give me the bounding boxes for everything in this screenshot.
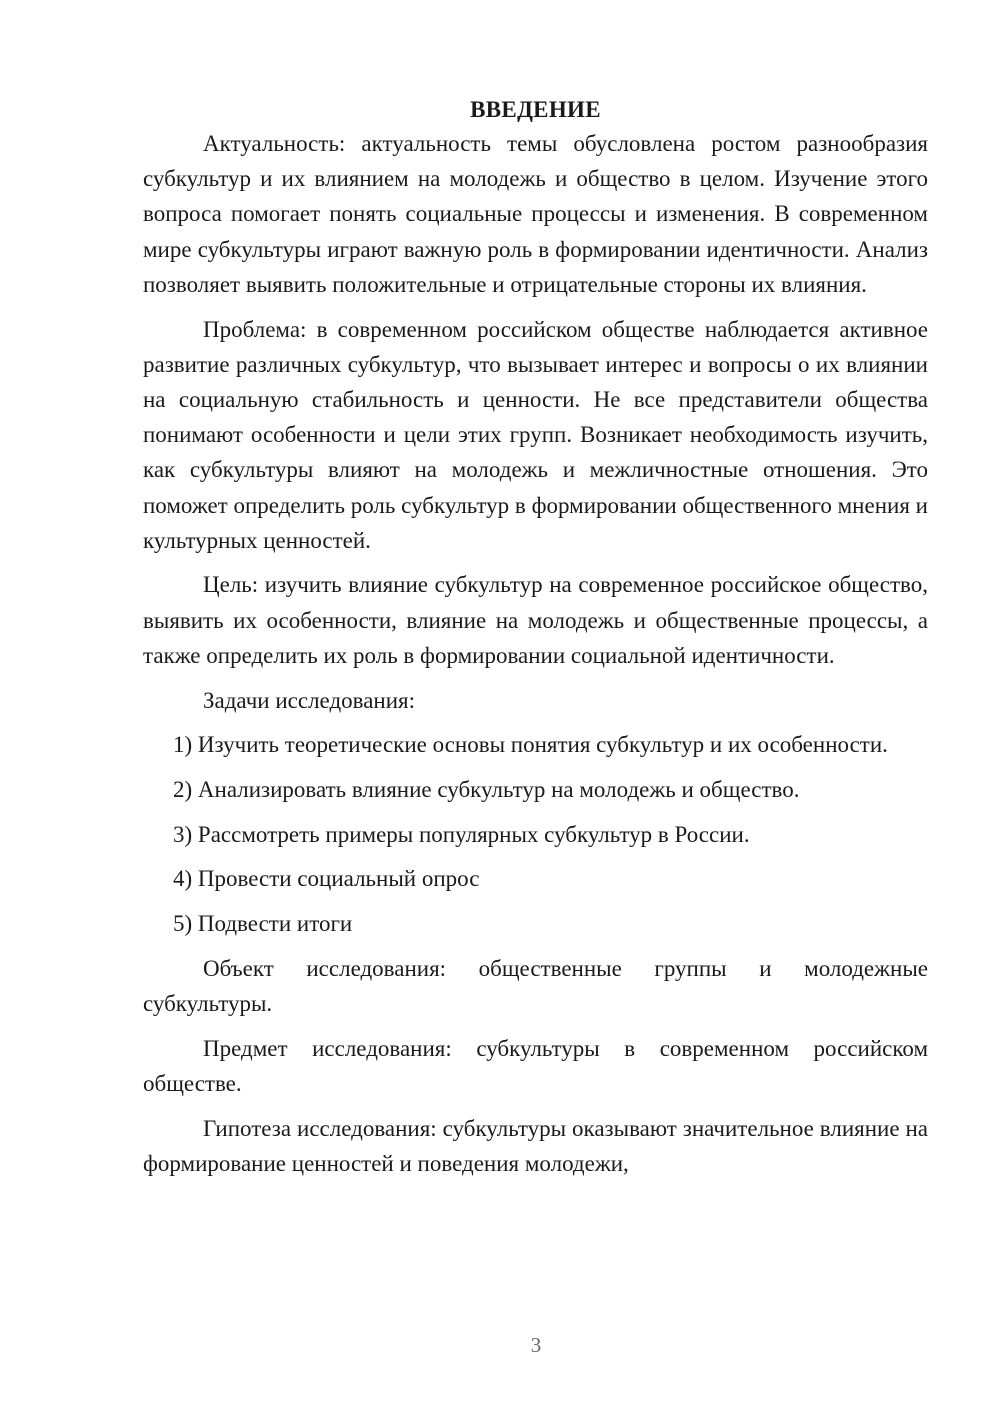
page-number: 3 bbox=[530, 1333, 542, 1357]
paragraph-tasks-title: Задачи исследования: bbox=[203, 687, 416, 713]
paragraph-relevance: Актуальность: актуальность темы обусловлена ростом разнообразия субкультур и их влиянием на молодежь и общество в целом. Изучение этого вопроса помогает понять социальные процессы и изменения. В современном мире субкультуры играют важную роль в формировании идентичности. Анализ позволяет выявить положительные и отрицательные стороны их влияния. bbox=[143, 131, 928, 297]
task-item-4: 4) Провести социальный опрос bbox=[173, 866, 480, 892]
section-heading: ВВЕДЕНИЕ bbox=[470, 97, 601, 122]
paragraph-subject: Предмет исследования: субкультуры в современном российском обществе. bbox=[143, 1035, 928, 1096]
task-item-3: 3) Рассмотреть примеры популярных субкультур в России. bbox=[173, 821, 750, 847]
paragraph-object: Объект исследования: общественные группы и молодежные субкультуры. bbox=[143, 955, 928, 1016]
task-item-1: 1) Изучить теоретические основы понятия субкультур и их особенности. bbox=[173, 732, 888, 758]
paragraph-goal: Цель: изучить влияние субкультур на современное российское общество, выявить их особенности, влияние на молодежь и общественные процессы, а также определить их роль в формировании социальной идентичности. bbox=[143, 572, 928, 668]
document-page bbox=[143, 92, 928, 1190]
task-item-2: 2) Анализировать влияние субкультур на молодежь и общество. bbox=[173, 776, 800, 802]
paragraph-hypothesis: Гипотеза исследования: субкультуры оказывают значительное влияние на формирование ценностей и поведения молодежи, bbox=[143, 1115, 928, 1176]
paragraph-problem: Проблема: в современном российском обществе наблюдается активное развитие различных субкультур, что вызывает интерес и вопросы о их влиянии на социальную стабильность и ценности. Не все представители общества понимают особенности и цели этих групп. Возникает необходимость изучить, как субкультуры влияют на молодежь и межличностные отношения. Это поможет определить роль субкультур в формировании общественного мнения и культурных ценностей. bbox=[143, 316, 928, 553]
task-item-5: 5) Подвести итоги bbox=[173, 911, 353, 937]
